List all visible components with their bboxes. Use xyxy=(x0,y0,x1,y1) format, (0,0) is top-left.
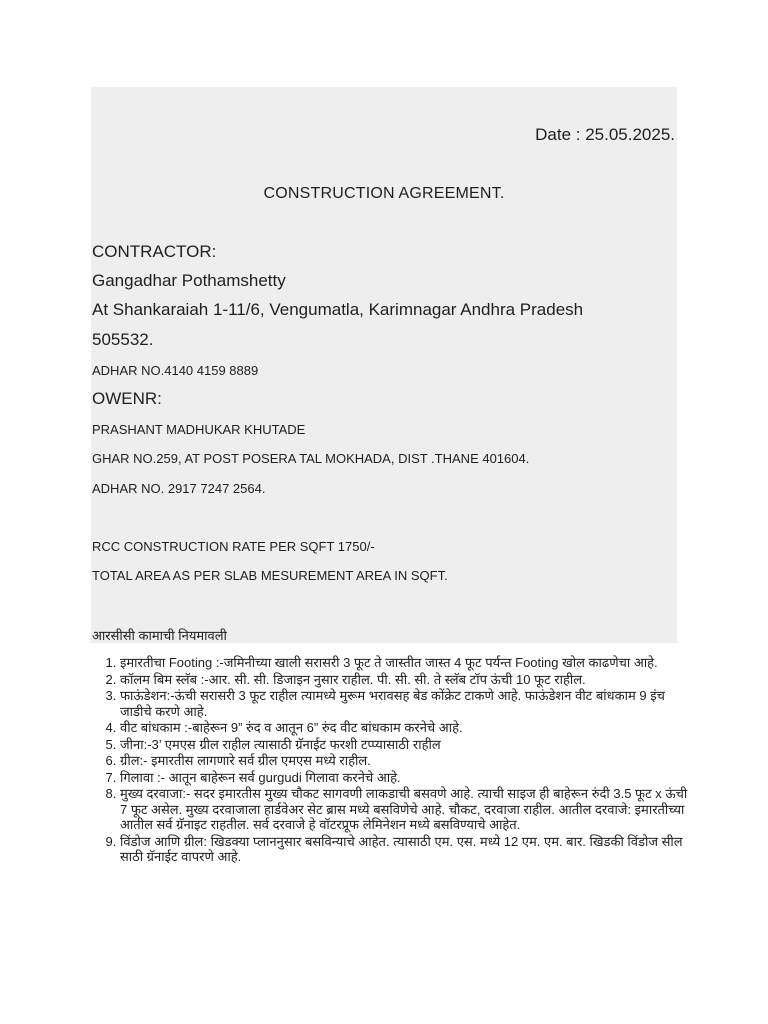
rule-item: 3. फाऊंडेशन:-ऊंची सरासरी 3 फूट राहील त्यामध्ये मुरूम भरावसह बेड कोंक्रेट टाकणे आहे. फाऊंडेशन वीट बांधकाम 9 इंच जाडीचे करणे आहे. xyxy=(120,688,690,719)
rule-item: 1. इमारतीचा Footing :-जमिनीच्या खाली सरासरी 3 फूट ते जास्तीत जास्त 4 फूट पर्यन्त Footing खोल काढणेचा आहे. xyxy=(120,655,690,671)
rcc-rate: RCC CONSTRUCTION RATE PER SQFT 1750/- xyxy=(92,539,375,554)
contractor-address-line2: 505532. xyxy=(92,330,154,349)
contractor-address-line1: At Shankaraiah 1-11/6, Vengumatla, Karimnagar Andhra Pradesh xyxy=(92,300,584,319)
owner-adhar: ADHAR NO. 2917 7247 2564. xyxy=(92,481,266,496)
rule-item: 8. मुख्य दरवाजा:- सदर इमारतीस मुख्य चौकट सागवणी लाकडाची बसवणे आहे. त्याची साइज ही बाहेरून रुंदी 3.5 फूट x ऊंची 7 फूट असेल. मुख्य दरवाजाला हार्डवेअर सेट ब्रास मध्ये बसविणेचे आहे. चौकट, दरवाजा राहील. आतील दरवाजे: इमारतीच्या आतील सर्व ग्रॅनाइट राहतील. सर्व दरवाजे हे वॉटरप्रूफ लेमिनेशन मध्ये बसविण्याचे आहेत. xyxy=(120,786,690,833)
rule-item: 7. गिलावा :- आतून बाहेरून सर्व gurgudi गिलावा करनेचे आहे. xyxy=(120,770,690,786)
owner-name: PRASHANT MADHUKAR KHUTADE xyxy=(92,422,306,437)
rules-list xyxy=(92,655,690,866)
agreement-date: Date : 25.05.2025. xyxy=(535,125,675,144)
rule-item: 4. वीट बांधकाम :-बाहेरून 9” रुंद व आतून 6” रुंद वीट बांधकाम करनेचे आहे. xyxy=(120,720,690,736)
rule-item: 5. जीना:-3’ एमएस ग्रील राहील त्यासाठी ग्रॅनाईट फरशी टप्प्यासाठी राहील xyxy=(120,737,690,753)
contractor-heading: CONTRACTOR: xyxy=(92,242,217,261)
total-area: TOTAL AREA AS PER SLAB MESUREMENT AREA IN SQFT. xyxy=(92,568,448,583)
owner-address: GHAR NO.259, AT POST POSERA TAL MOKHADA, DIST .THANE 401604. xyxy=(92,451,530,466)
contractor-name: Gangadhar Pothamshetty xyxy=(92,271,286,290)
contractor-adhar: ADHAR NO.4140 4159 8889 xyxy=(92,363,259,378)
document-title: CONSTRUCTION AGREEMENT. xyxy=(263,185,505,202)
rule-item: 6. ग्रील:- इमारतीस लागणारे सर्व ग्रील एमएस मध्ये राहील. xyxy=(120,753,690,769)
rules-heading: आरसीसी कामाची नियमावली xyxy=(92,628,227,643)
rule-item: 2. कॉलम बिम स्लॅब :-आर. सी. सी. डिजाइन नुसार राहील. पी. सी. सी. ते स्लॅब टॉप ऊंची 10 फूट राहील. xyxy=(120,672,690,688)
rule-item: 9. विंडोज आणि ग्रील: खिडक्या प्लाननुसार बसविन्याचे आहेत. त्यासाठी एम. एस. मध्ये 12 एम. एम. बार. खिडकी विंडोज सील साठी ग्रॅनाईट वापरणे आहे. xyxy=(120,834,690,865)
owner-heading: OWENR: xyxy=(92,389,162,408)
